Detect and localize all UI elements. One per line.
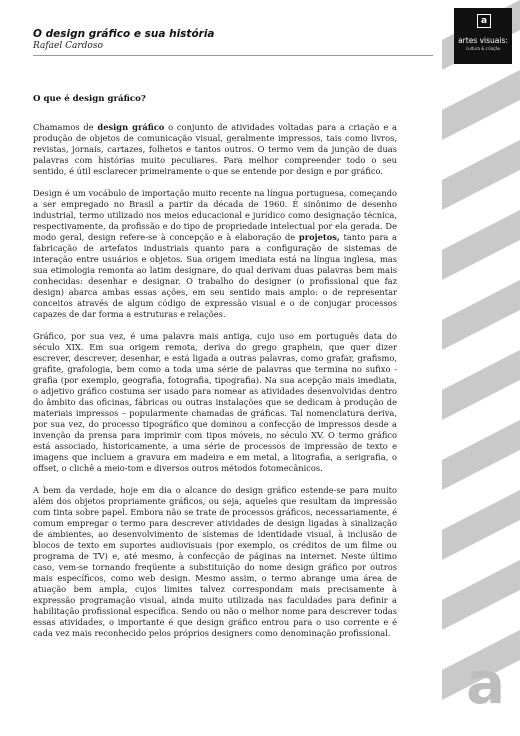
logo-mark-icon: a — [477, 14, 491, 28]
chevron-pattern — [442, 0, 520, 736]
paragraph-3: Gráfico, por sua vez, é uma palavra mais antiga, cujo uso em português data do século XIX. Em sua origem remota, deriva do grego graphein, que quer dizer escrever, descrever, desenhar, e está ligada a outras palavras, como grafar, grafismo, grafite, grafologia, bem como a toda uma série de palavras que termina no sufixo -grafia (por exemplo, geografia, fotografia, tipografia). Na sua acepção mais imediata, o adjetivo gráfico costuma ser usado para nomear as atividades desenvolvidas dentro do âmbito das oficinas, fábricas ou outras instalações que se dedicam à produção de materiais impressos – popularmente chamadas de gráficas. Tal nomenclatura deriva, por sua vez, do processo tipográfico que dominou a confecção de impressos desde a invenção da prensa para imprimir com tipos móveis, no século XV. O termo gráfico está associado, historicamente, a uma série de processos de impressão de texto e imagens que incluem a gravura em madeira e em metal, a litografia, a serigrafia, o offset, o clichê a meio-tom e diversos outros métodos fotomecânicos. — [33, 331, 397, 473]
document-title: O design gráfico e sua história — [33, 28, 215, 40]
section-heading: O que é design gráfico? — [33, 94, 146, 104]
paragraph-text: Chamamos de — [33, 122, 98, 132]
article-body — [33, 94, 397, 650]
paragraph-1 — [33, 122, 397, 177]
logo-text: artes visuais: — [458, 36, 508, 45]
document-header — [33, 28, 433, 52]
bold-term: projetos, — [298, 232, 340, 242]
decorative-sidebar — [442, 0, 520, 736]
paragraph-4: A bem da verdade, hoje em dia o alcance do design gráfico estende-se para muito além dos objetos propriamente gráficos, ou seja, aqueles que resultam da impressão com tinta sobre papel. Embora não se trate de processos gráficos, necessariamente, é comum empregar o termo para descrever atividades de design ligadas à sinalização de ambientes, ao desenvolvimento de sistemas de identidade visual, à inclusão de blocos de texto em suportes audiovisuais (por exemplo, os créditos de um filme ou programa de TV) e, até mesmo, à confecção de páginas na internet. Neste último caso, vem-se tornando freqüente a substituição do nome design gráfico por outros mais específicos, como web design. Mesmo assim, o termo abrange uma área de atuação bem ampla, cujos limites talvez correspondam mais precisamente à expressão programação visual, ainda muito utilizada nas faculdades para definir a habilitação profissional específica. Sendo ou não o melhor nome para descrever todas essas atividades, o importante é que design gráfico entrou para o uso corrente e é cada vez mais reconhecido pelos próprios designers como denominação profissional. — [33, 485, 397, 638]
bold-term: design gráfico — [97, 122, 165, 132]
paragraph-text: o conjunto de atividades voltadas para a criação e a produção de objetos de comunicação visual, geralmente impressos, tais como livros, revistas, jornais, cartazes, folhetos e tantos outros. O termo vem da junção de duas palavras com histórias muito peculiares. Para melhor compreender todo o seu sentido, é útil esclarecer primeiramente o que se entende por design e por gráfico. — [33, 122, 397, 176]
header-divider — [33, 55, 433, 56]
paragraph-text: tanto para a fabricação de artefatos industriais quanto para a configuração de sistemas de interação entre usuários e objetos. Sua origem imediata está na língua inglesa, mas sua etimologia remonta ao latim designare, do qual derivam duas palavras bem mais conhecidas: desenhar e designar. O trabalho do designer (o profissional que faz design) abarca ambas essas ações, em seu sentido mais amplo: o de representar conceitos através de algum código de expressão visual e o de conjugar processos capazes de dar forma a estruturas e relações. — [33, 232, 398, 319]
artes-visuais-logo — [454, 8, 512, 64]
paragraph-2 — [33, 188, 397, 320]
paragraph-text: Design é um vocábulo de importação muito recente na língua portuguesa, começando a ser empregado no Brasil a partir da década de 1960. É sinônimo de desenho industrial, termo utilizado nos meios educacional e jurídico como designação técnica, respectivamente, da profissão e do tipo de propriedade intelectual por ela gerada. De modo geral, design refere-se à concepção e à elaboração de — [33, 188, 397, 242]
logo-subtext: cultura & criação — [465, 46, 501, 51]
decorative-letter: a — [466, 649, 506, 717]
document-author: Rafael Cardoso — [33, 41, 103, 51]
